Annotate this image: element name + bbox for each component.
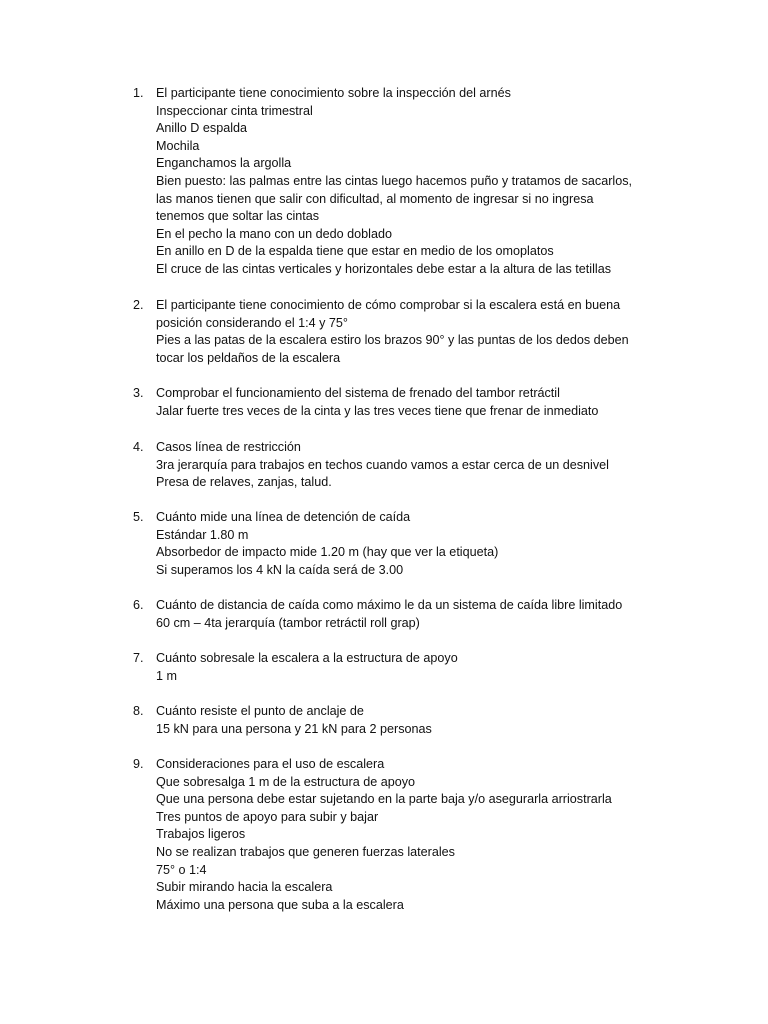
item-text-line: El cruce de las cintas verticales y horizontales debe estar a la altura de las tetillas bbox=[156, 262, 612, 276]
item-text-line: Trabajos ligeros bbox=[156, 827, 246, 842]
item-text-line: Que una persona debe estar sujetando en la parte baja y/o asegurarla arriostrarla bbox=[156, 792, 612, 807]
item-number: 4. bbox=[133, 440, 144, 454]
item-heading: Cuánto mide una línea de detención de caída bbox=[156, 510, 411, 524]
item-text-line: tenemos que soltar las cintas bbox=[156, 209, 320, 224]
item-text-line: Pies a las patas de la escalera estiro los brazos 90° y las puntas de los dedos deben bbox=[156, 333, 629, 348]
item-text-line: 60 cm – 4ta jerarquía (tambor retráctil roll grap) bbox=[156, 615, 420, 630]
item-number: 5. bbox=[133, 510, 144, 524]
item-heading: El participante tiene conocimiento de cómo comprobar si la escalera está en buena bbox=[156, 298, 621, 312]
item-text-line: Inspeccionar cinta trimestral bbox=[156, 103, 313, 118]
item-text-line: En el pecho la mano con un dedo doblado bbox=[156, 226, 392, 241]
item-text-line: tocar los peldaños de la escalera bbox=[156, 350, 341, 365]
item-text-line: Máximo una persona que suba a la escalera bbox=[156, 897, 404, 912]
item-heading: Comprobar el funcionamiento del sistema de frenado del tambor retráctil bbox=[156, 386, 560, 400]
item-number: 2. bbox=[133, 298, 144, 312]
item-number: 7. bbox=[133, 651, 144, 665]
item-text-line: Bien puesto: las palmas entre las cintas luego hacemos puño y tratamos de sacarlos, bbox=[156, 174, 633, 188]
item-heading: El participante tiene conocimiento sobre la inspección del arnés bbox=[156, 86, 511, 100]
item-heading: Cuánto resiste el punto de anclaje de bbox=[156, 704, 364, 718]
item-text-line: Anillo D espalda bbox=[156, 121, 248, 136]
item-text-line: No se realizan trabajos que generen fuerzas laterales bbox=[156, 845, 455, 859]
item-text-line: Estándar 1.80 m bbox=[156, 527, 249, 542]
item-text-line: Si superamos los 4 kN la caída será de 3.00 bbox=[156, 562, 404, 577]
item-heading: Casos línea de restricción bbox=[156, 440, 301, 454]
item-text-line: Subir mirando hacia la escalera bbox=[156, 880, 333, 895]
item-text-line: Absorbedor de impacto mide 1.20 m (hay que ver la etiqueta) bbox=[156, 545, 499, 560]
item-text-line: Enganchamos la argolla bbox=[156, 156, 292, 171]
item-number: 8. bbox=[133, 704, 144, 718]
item-text-line: Jalar fuerte tres veces de la cinta y las tres veces tiene que frenar de inmediato bbox=[156, 403, 599, 418]
item-text-line: 75° o 1:4 bbox=[156, 862, 207, 877]
item-heading: Consideraciones para el uso de escalera bbox=[156, 757, 385, 771]
item-number: 9. bbox=[133, 757, 144, 771]
item-text-line: Tres puntos de apoyo para subir y bajar bbox=[156, 809, 379, 824]
item-heading: Cuánto sobresale la escalera a la estructura de apoyo bbox=[156, 651, 458, 665]
item-text-line: Presa de relaves, zanjas, talud. bbox=[156, 475, 332, 490]
item-heading: Cuánto de distancia de caída como máximo le da un sistema de caída libre limitado bbox=[156, 598, 623, 612]
item-number: 6. bbox=[133, 598, 144, 612]
item-number: 1. bbox=[133, 86, 144, 100]
item-text-line: Que sobresalga 1 m de la estructura de apoyo bbox=[156, 774, 416, 789]
item-text-line: En anillo en D de la espalda tiene que estar en medio de los omoplatos bbox=[156, 244, 554, 259]
item-text-line: 3ra jerarquía para trabajos en techos cuando vamos a estar cerca de un desnivel bbox=[156, 457, 609, 472]
item-text-line: 15 kN para una persona y 21 kN para 2 personas bbox=[156, 721, 432, 736]
item-text-line: posición considerando el 1:4 y 75° bbox=[156, 315, 348, 330]
item-text-line: las manos tienen que salir con dificultad, al momento de ingresar si no ingresa bbox=[156, 191, 594, 206]
item-text-line: Mochila bbox=[156, 138, 200, 153]
item-number: 3. bbox=[133, 386, 144, 400]
item-text-line: 1 m bbox=[156, 668, 177, 683]
